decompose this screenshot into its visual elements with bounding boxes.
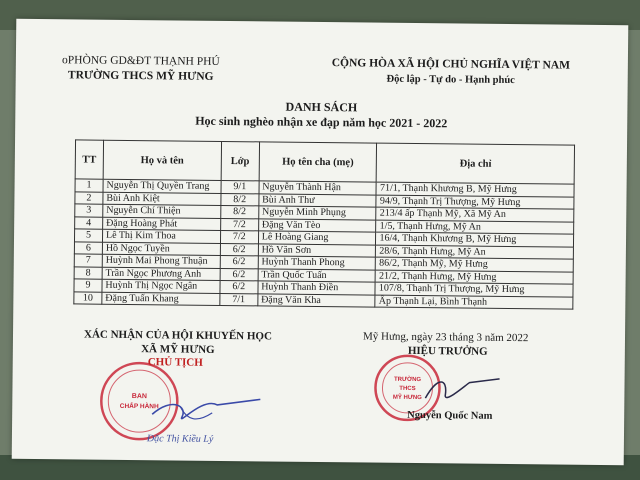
cell-student-name: Đặng Tuấn Khang bbox=[102, 292, 220, 306]
cell-student-name: Nguyễn Thị Quyền Trang bbox=[103, 179, 221, 193]
cell-parent-name: Nguyễn Thành Hận bbox=[259, 181, 377, 195]
principal-name: Nguyễn Quốc Nam bbox=[407, 409, 493, 422]
cell-index: 2 bbox=[75, 191, 103, 204]
cell-class: 9/1 bbox=[221, 180, 259, 193]
cell-address: 86/2, Thạnh Mỹ, Mỹ Hưng bbox=[376, 257, 574, 272]
header-left bbox=[46, 53, 236, 85]
cell-index: 3 bbox=[75, 204, 103, 217]
column-header: Lớp bbox=[221, 141, 259, 180]
stamp-right-text-3: MỸ HƯNG bbox=[392, 394, 422, 402]
table-header-row bbox=[75, 140, 574, 184]
department-name: oPHÒNG GD&ĐT THẠNH PHÚ bbox=[61, 54, 220, 68]
cell-address: Ấp Thạnh Lại, Bình Thạnh bbox=[375, 295, 573, 310]
cell-student-name: Hồ Ngọc Tuyền bbox=[102, 242, 220, 256]
stamp-left-text-2: CHẤP HÀNH bbox=[119, 402, 159, 411]
confirmation-block bbox=[53, 327, 303, 358]
cell-class: 6/2 bbox=[220, 255, 258, 268]
cell-address: 213/4 ấp Thạnh Mỹ, Xã Mỹ An bbox=[376, 207, 574, 222]
motto: Độc lập - Tự do - Hạnh phúc bbox=[386, 73, 515, 87]
republic-name: CỘNG HÒA XÃ HỘI CHỦ NGHĨA VIỆT NAM bbox=[331, 57, 571, 72]
cell-student-name: Huỳnh Thị Ngọc Ngân bbox=[102, 279, 220, 293]
cell-address: 71/1, Thạnh Khương B, Mỹ Hưng bbox=[376, 182, 574, 197]
cell-address: 21/2, Thạnh Hưng, Mỹ Hưng bbox=[376, 270, 574, 285]
chairman-signature bbox=[142, 376, 273, 427]
cell-student-name: Bùi Anh Kiệt bbox=[103, 192, 221, 206]
cell-class: 7/1 bbox=[220, 293, 258, 306]
chairman-name: Đặc Thị Kiều Lý bbox=[146, 433, 214, 445]
cell-address: 1/5, Thạnh Hưng, Mỹ An bbox=[376, 220, 574, 235]
confirmation-line-2: XÃ MỸ HƯNG bbox=[141, 343, 215, 356]
cell-index: 1 bbox=[75, 179, 103, 192]
cell-class: 6/2 bbox=[220, 243, 258, 256]
cell-parent-name: Hồ Văn Sơn bbox=[258, 243, 376, 257]
cell-student-name: Lê Thị Kim Thoa bbox=[102, 229, 220, 243]
cell-parent-name: Trần Quốc Tuấn bbox=[258, 268, 376, 282]
stamp-right-text-1: TRƯỜNG bbox=[393, 376, 422, 384]
column-header: Họ tên cha (mẹ) bbox=[259, 142, 377, 182]
signing-date: Mỹ Hưng, ngày 23 tháng 3 năm 2022 bbox=[362, 330, 529, 345]
stamp-right-text-2: THCS bbox=[399, 385, 416, 393]
cell-parent-name: Huỳnh Thanh Điền bbox=[258, 281, 376, 295]
confirmation-line-1: XÁC NHẬN CỦA HỘI KHUYẾN HỌC bbox=[83, 328, 273, 343]
document-page bbox=[12, 19, 629, 465]
student-table bbox=[73, 139, 575, 309]
cell-index: 4 bbox=[75, 216, 103, 229]
column-header: Địa chỉ bbox=[377, 143, 575, 184]
title-main: DANH SÁCH bbox=[285, 99, 358, 115]
cell-student-name: Nguyễn Chí Thiện bbox=[103, 204, 221, 218]
principal-title: HIỆU TRƯỞNG bbox=[407, 344, 488, 358]
cell-parent-name: Lê Hoàng Giang bbox=[258, 231, 376, 245]
cell-index: 5 bbox=[74, 229, 102, 242]
title-sub: Học sinh nghèo nhận xe đạp năm học 2021 - 2022 bbox=[195, 113, 448, 131]
cell-address: 16/4, Thạnh Khương B, Mỹ Hưng bbox=[376, 232, 574, 247]
cell-class: 6/2 bbox=[220, 268, 258, 281]
cell-student-name: Trần Ngọc Phương Anh bbox=[102, 267, 220, 281]
cell-student-name: Đặng Hoàng Phát bbox=[103, 217, 221, 231]
principal-signature bbox=[417, 368, 507, 409]
cell-index: 10 bbox=[74, 291, 102, 304]
cell-parent-name: Đặng Văn Kha bbox=[258, 293, 376, 307]
cell-index: 6 bbox=[74, 241, 102, 254]
cell-class: 8/2 bbox=[221, 205, 259, 218]
cell-index: 9 bbox=[74, 279, 102, 292]
cell-address: 28/6, Thạnh Hưng, Mỹ An bbox=[376, 245, 574, 260]
header-right bbox=[316, 56, 586, 89]
cell-student-name: Huỳnh Mai Phong Thuận bbox=[102, 254, 220, 268]
school-name: TRƯỜNG THCS MỸ HƯNG bbox=[67, 69, 214, 83]
cell-parent-name: Bùi Anh Thư bbox=[259, 193, 377, 207]
cell-parent-name: Huỳnh Thanh Phong bbox=[258, 256, 376, 270]
document-title bbox=[15, 97, 627, 133]
column-header: TT bbox=[75, 140, 103, 179]
cell-class: 8/2 bbox=[221, 193, 259, 206]
cell-class: 6/2 bbox=[220, 280, 258, 293]
cell-index: 8 bbox=[74, 266, 102, 279]
stamp-left-text-1: BAN bbox=[131, 393, 147, 401]
column-header: Họ và tên bbox=[103, 140, 221, 180]
cell-parent-name: Nguyễn Minh Phụng bbox=[258, 206, 376, 220]
cell-class: 7/2 bbox=[220, 230, 258, 243]
cell-parent-name: Đặng Văn Tèo bbox=[258, 218, 376, 232]
cell-index: 7 bbox=[74, 254, 102, 267]
cell-address: 94/9, Thạnh Trị Thượng, Mỹ Hưng bbox=[376, 195, 574, 210]
cell-class: 7/2 bbox=[220, 218, 258, 231]
chairman-title: CHỦ TỊCH bbox=[147, 356, 203, 369]
cell-address: 107/8, Thạnh Trị Thượng, Mỹ Hưng bbox=[375, 282, 573, 297]
